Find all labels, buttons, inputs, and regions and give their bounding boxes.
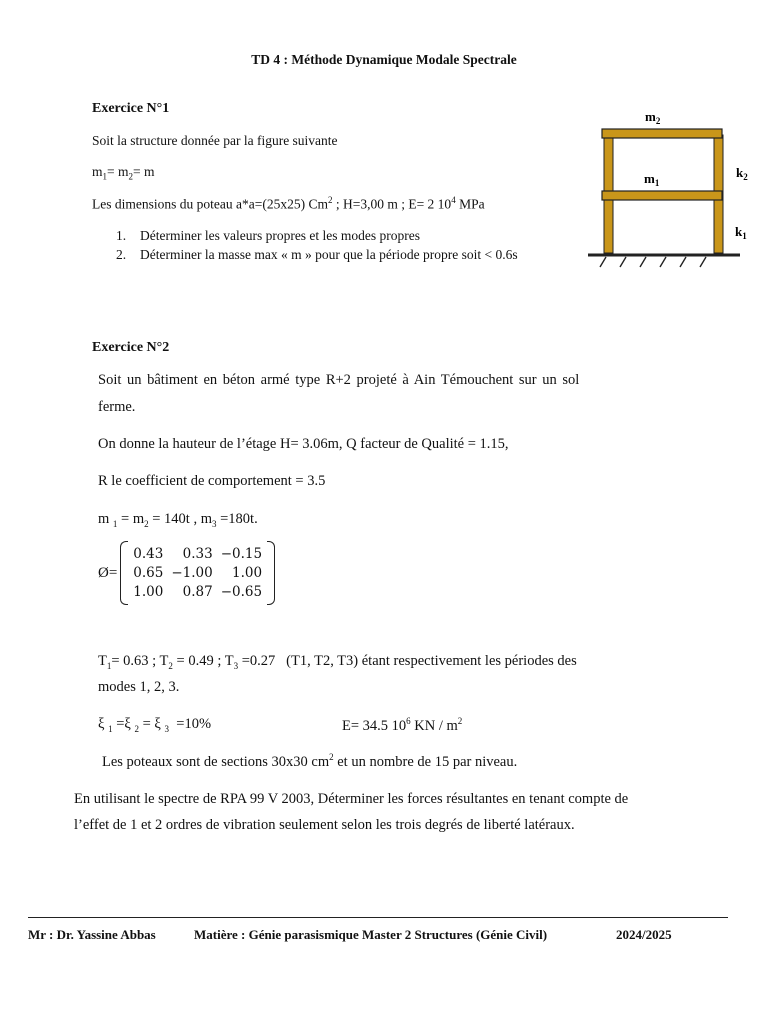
masses-line: m $_1 = m_2 = 140t$ , $m_3 =180t$. (98, 511, 258, 529)
matrix-cell: 1.00 (133, 584, 164, 600)
document-title: TD 4 : Méthode Dynamique Modale Spectrale (251, 52, 517, 67)
matrix-left-bracket (120, 541, 128, 605)
matrix-table (129, 545, 266, 602)
matrix-row (129, 545, 266, 564)
storey-height-quality: On donne la hauteur de l’étage H= 3.06m, Q facteur de Qualité = 1.15, (98, 436, 509, 452)
exercise-2-heading: Exercice N°2 (92, 340, 170, 355)
label-m1: $m_1$ (644, 171, 660, 188)
matrix-cell: −0.65 (220, 584, 263, 600)
matrix-row (129, 583, 266, 602)
footer-divider (28, 917, 728, 918)
exercise-2-statement-cont: ferme. (98, 399, 136, 415)
beam-top (602, 129, 722, 138)
periods-line-cont: modes 1, 2, 3. (98, 679, 180, 695)
matrix-cell: −0.15 (220, 546, 263, 562)
elastic-modulus: E= 34.5 $10^6$ KN / $m^2$ (342, 716, 463, 734)
behaviour-coefficient: R le coefficient de comportement = 3.5 (98, 473, 326, 489)
matrix-right-bracket (267, 541, 275, 605)
label-m2: $m_2$ (645, 109, 661, 126)
task-item-2: 2. Déterminer la masse max « m » pour que la période propre soit < 0.6s (116, 247, 518, 262)
footer-year: 2024/2025 (616, 927, 672, 942)
final-instruction-cont: l’effet de 1 et 2 ordres de vibration seulement selon les trois degrés de liberté latéraux. (74, 817, 575, 833)
mode-shape-matrix (98, 540, 275, 606)
footer-subject: Matière : Génie parasismique Master 2 Structures (Génie Civil) (194, 927, 548, 942)
matrix-cell: 0.43 (133, 546, 164, 562)
matrix-cell: 1.00 (232, 565, 263, 581)
ground-hatching (600, 257, 706, 267)
footer-author: Mr : Dr. Yassine Abbas (28, 927, 156, 942)
final-instruction: En utilisant le spectre de RPA 99 V 2003, Déterminer les forces résultantes en tenant compte de (74, 791, 629, 807)
two-storey-frame-figure (580, 105, 760, 275)
matrix-cell: 0.65 (133, 565, 164, 581)
task-item-1: 1. Déterminer les valeurs propres et les modes propres (116, 228, 421, 243)
label-k2: $k_2$ (736, 165, 748, 182)
exercise-2-statement: Soit un bâtiment en béton armé type R+2 projeté à Ain Témouchent sur un sol (98, 372, 580, 388)
matrix-cell: 0.87 (182, 584, 213, 600)
label-k1: $k_1$ (735, 224, 747, 241)
beam-middle (602, 191, 722, 200)
exercise-1-intro: Soit la structure donnée par la figure suivante (92, 133, 338, 148)
damping-ratios: ξ $_1$ =ξ $_2$ = ξ $_3$ =10% (98, 716, 212, 734)
columns-section: Les poteaux sont de sections 30x30 $cm^2$ et un nombre de 15 par niveau. (102, 752, 518, 770)
matrix-row (129, 564, 266, 583)
periods-line: $T_1= 0.63$ ; $T_2 = 0.49$ ; $T_3 =0.27$ (T1, T2, T3) étant respectivement les périodes des (98, 653, 577, 671)
matrix-cell: −1.00 (171, 565, 213, 581)
mass-equation: $m_1= m_2= m$ (92, 164, 155, 182)
phi-label: Ø= (98, 564, 118, 581)
matrix-cell: 0.33 (182, 546, 213, 562)
column-dimensions: Les dimensions du poteau a*a=(25x25) Cm$^2$ ; H=3,00 m ; E= 2 $10^4$ MPa (92, 195, 485, 212)
exercise-1-heading: Exercice N°1 (92, 101, 170, 116)
